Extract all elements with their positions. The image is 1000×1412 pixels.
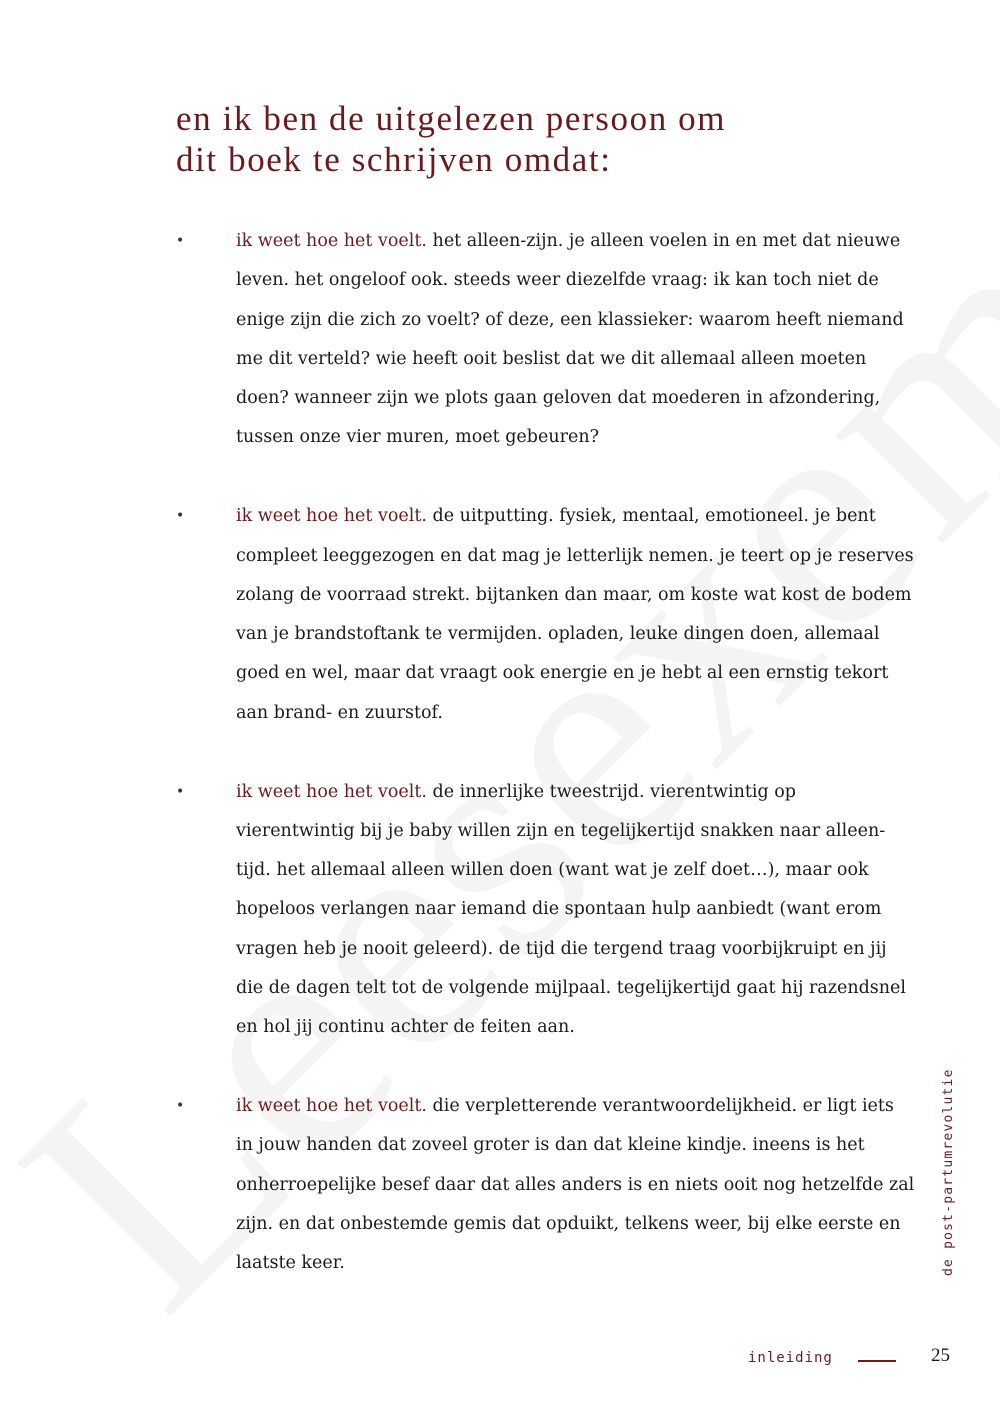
bullet-lead: ik weet hoe het voelt. [236, 781, 427, 802]
bullet-body: de uitputting. fysiek, mentaal, emotioneel. je bent compleet leeggezogen en dat mag je letterlijk nemen. je teert op je reserves zolang de voorraad strekt. bijtanken dan maar, om koste wat kost de bodem van je brandstoftank te vermijden. opladen, leuke dingen doen, allemaal goed en wel, maar dat vraagt ook energie en je hebt al een ernstig tekort aan brand- en zuurstof. [236, 506, 914, 723]
bullet-paragraph [236, 497, 916, 733]
bullet-item [176, 773, 916, 1048]
bullet-lead: ik weet hoe het voelt. [236, 1096, 427, 1117]
heading-line-1: en ik ben de uitgelezen persoon om [176, 99, 727, 138]
bullet-icon: • [176, 1098, 185, 1115]
bullet-item [176, 497, 916, 733]
bullet-icon: • [176, 783, 185, 800]
bullet-icon: • [176, 233, 185, 249]
bullet-paragraph [236, 222, 916, 458]
footer-divider [858, 1360, 896, 1362]
bullet-item [176, 222, 916, 458]
bullet-icon: • [176, 508, 185, 525]
bullet-body: het alleen-zijn. je alleen voelen in en met dat nieuwe leven. het ongeloof ook. steeds weer diezelfde vraag: ik kan toch niet de enige zijn die zich zo voelt? of deze, een klassieker: waarom heeft niemand me dit verteld? wie heeft ooit beslist dat we dit allemaal alleen moeten doen? wanneer zijn we plots gaan geloven dat moederen in afzondering, tussen onze vier muren, moet gebeuren? [236, 231, 904, 448]
bullet-lead: ik weet hoe het voelt. [236, 506, 427, 527]
page-heading [176, 98, 726, 180]
bullet-body: die verpletterende verantwoordelijkheid. er ligt iets in jouw handen dat zoveel groter is dan dat kleine kindje. ineens is het onherroepelijke besef daar dat alles anders is en niets ooit nog hetzelfde zal zijn. en dat onbestemde gemis dat opduikt, telkens weer, bij elke eerste en laatste keer. [236, 1096, 915, 1274]
bullet-body: de innerlijke tweestrijd. vierentwintig op vierentwintig bij je baby willen zijn en tegelijkertijd snakken naar alleen-tijd. het allemaal alleen willen doen (want wat je zelf doet…), maar ook hopeloos verlangen naar iemand die spontaan hulp aanbiedt (want erom vragen heb je nooit geleerd). de tijd die tergend traag voorbijkruipt en jij die de dagen telt tot de volgende mijlpaal. tegelijkertijd gaat hij razendsnel en hol jij continu achter de feiten aan. [236, 781, 906, 1038]
bullet-paragraph [236, 773, 916, 1048]
bullet-item [176, 1087, 916, 1283]
book-title-side-label: de post-partumrevolutie [941, 1068, 956, 1276]
heading-line-2: dit boek te schrijven omdat: [176, 140, 612, 179]
bullet-lead: ik weet hoe het voelt. [236, 231, 427, 251]
page-number: 25 [931, 1345, 950, 1366]
bullet-paragraph [236, 1087, 916, 1283]
footer-section-label: inleiding [748, 1350, 833, 1366]
bullet-list [176, 222, 916, 1323]
